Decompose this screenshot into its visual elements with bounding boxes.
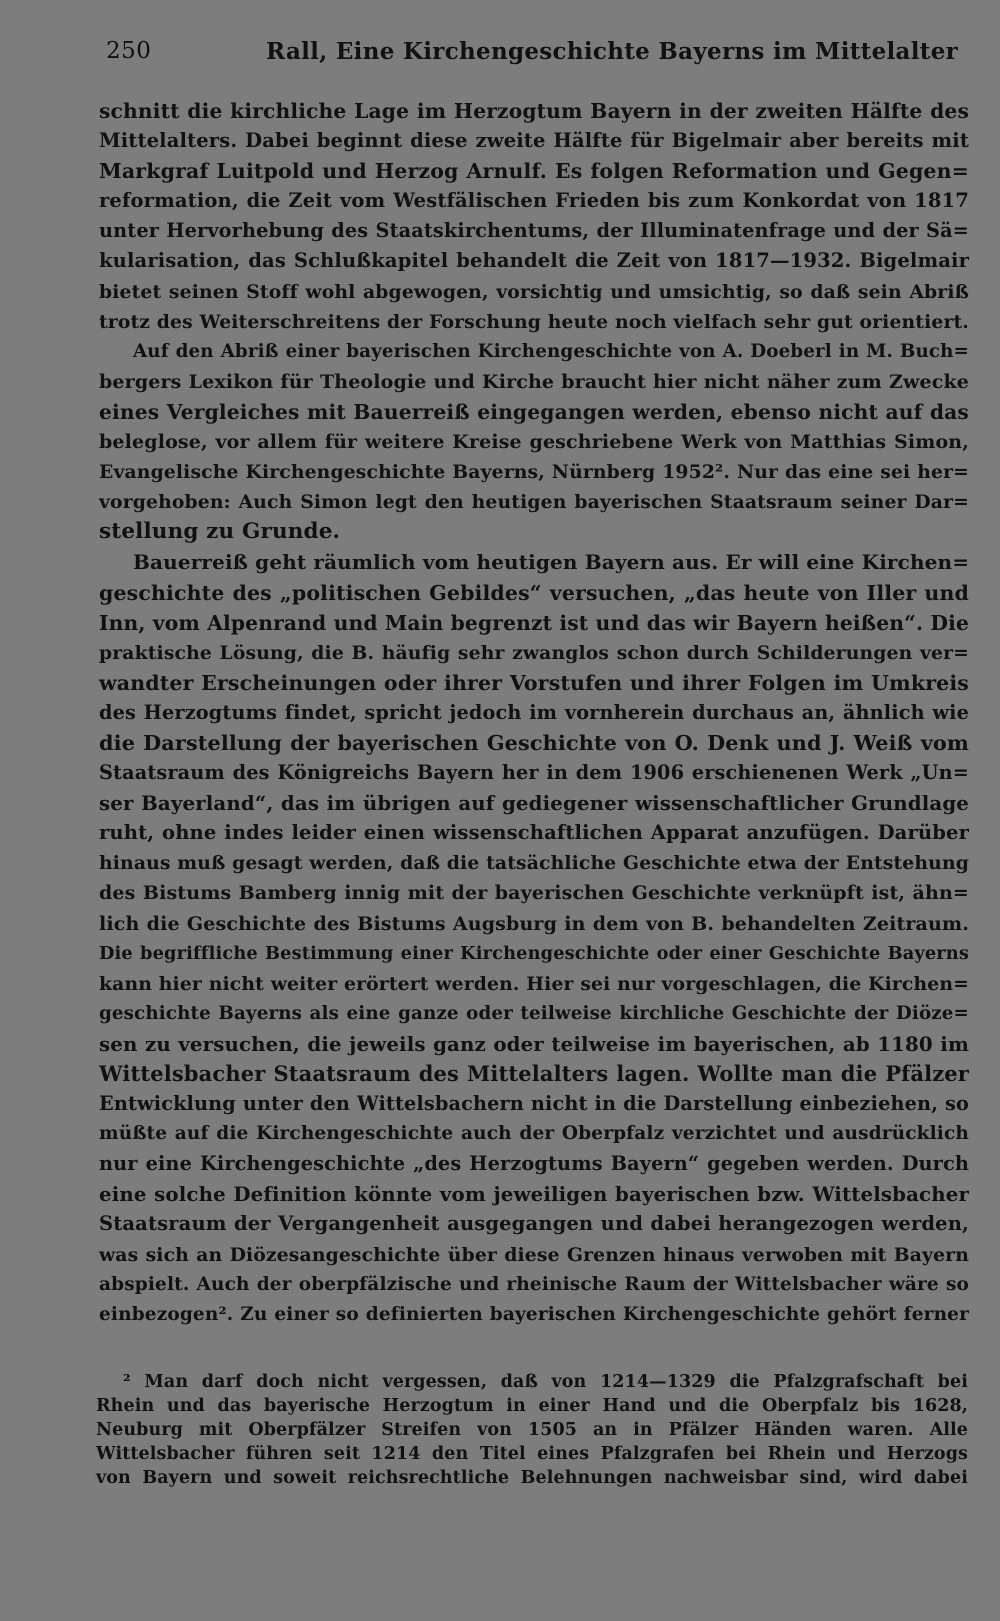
text-line: abspielt. Auch der oberpfälzische und rheinische Raum der Wittelsbacher wäre so [99,1273,969,1295]
paragraph-start-line: Bauerreiß geht räumlich vom heutigen Bayern aus. Er will eine Kirchen= [133,550,970,575]
text-line: Die begriffliche Bestimmung einer Kirchengeschichte oder einer Geschichte Bayerns [99,942,969,964]
text-line: lich die Geschichte des Bistums Augsburg in dem von B. behandelten Zeitraum. [99,912,969,935]
text-line: praktische Lösung, die B. häufig sehr zwanglos schon durch Schilderungen ver= [99,641,969,664]
text-line: eines Vergleiches mit Bauerreiß eingegangen werden, ebenso nicht auf das [99,399,969,424]
text-line: sen zu versuchen, die jeweils ganz oder teilweise im bayerischen, ab 1180 im [99,1031,969,1056]
text-line: Staatsraum der Vergangenheit ausgegangen und dabei herangezogen werden, [99,1212,969,1236]
text-line: trotz des Weiterschreitens der Forschung heute noch vielfach sehr gut orientiert. [99,310,969,333]
text-line: stellung zu Grunde. [99,519,341,545]
footnote-line: ² Man darf doch nicht vergessen, daß von 1214—1329 die Pfalzgrafschaft bei [123,1372,968,1392]
footnote-block [96,1370,968,1490]
text-line: die Darstellung der bayerischen Geschichte von O. Denk und J. Weiß vom [99,730,969,755]
footnote-line: Rhein und das bayerische Herzogtum in einer Hand und die Oberpfalz bis 1628, [96,1396,968,1417]
text-line: beleglose, vor allem für weitere Kreise geschriebene Werk von Matthias Simon, [99,431,969,454]
main-text-block [99,96,969,1330]
text-line: des Bistums Bamberg innig mit der bayerischen Geschichte verknüpft ist, ähn= [99,882,969,905]
text-line: des Herzogtums findet, spricht jedoch im vornherein durchaus an, ähnlich wie [99,700,969,724]
text-line: Markgraf Luitpold und Herzog Arnulf. Es folgen Reformation und Gegen= [99,159,969,184]
text-line: geschichte Bayerns als eine ganze oder teilweise kirchliche Geschichte der Diöze= [99,1002,969,1024]
text-line: Entwicklung unter den Wittelsbachern nicht in die Darstellung einbeziehen, so [99,1092,969,1116]
text-line: Evangelische Kirchengeschichte Bayerns, Nürnberg 1952². Nur das eine sei her= [99,461,969,484]
text-line: Wittelsbacher Staatsraum des Mittelalters lagen. Wollte man die Pfälzer [99,1061,969,1086]
text-line: was sich an Diözesangeschichte über diese Grenzen hinaus verwoben mit Bayern [99,1243,969,1266]
footnote-line: Neuburg mit Oberpfälzer Streifen von 1505 an in Pfälzer Händen waren. Alle [96,1420,968,1441]
text-line: Inn, vom Alpenrand und Main begrenzt ist und das wir Bayern heißen“. Die [99,610,969,635]
text-line: müßte auf die Kirchengeschichte auch der Oberpfalz verzichtet und ausdrücklich [99,1123,969,1145]
text-line: Staatsraum des Königreichs Bayern her in dem 1906 erschienenen Werk „Un= [99,761,969,785]
footnote-line: Wittelsbacher führen seit 1214 den Titel eines Pfalzgrafen bei Rhein und Herzogs [96,1444,968,1465]
running-title: Rall, Eine Kirchengeschichte Bayerns im Mittelalter [266,38,959,65]
text-line: einbezogen². Zu einer so definierten bayerischen Kirchengeschichte gehört ferner [99,1303,969,1325]
text-line: Mittelalters. Dabei beginnt diese zweite Hälfte für Bigelmair aber bereits mit [99,129,969,153]
text-line: wandter Erscheinungen oder ihrer Vorstufen und ihrer Folgen im Umkreis [99,670,969,695]
text-line: ruht, ohne indes leider einen wissenschaftlichen Apparat anzufügen. Darüber [99,821,969,845]
text-line: hinaus muß gesagt werden, daß die tatsächliche Geschichte etwa der Entstehung [99,852,969,875]
footnote-line: von Bayern und soweit reichsrechtliche Belehnungen nachweisbar sind, wird dabei [96,1468,968,1489]
text-line: unter Hervorhebung des Staatskirchentums, der Illuminatenfrage und der Sä= [99,219,969,243]
text-line: schnitt die kirchliche Lage im Herzogtum Bayern in der zweiten Hälfte des [99,99,969,123]
text-line: nur eine Kirchengeschichte „des Herzogtums Bayern“ gegeben werden. Durch [99,1152,969,1176]
text-line: kann hier nicht weiter erörtert werden. Hier sei nur vorgeschlagen, die Kirchen= [99,972,969,995]
text-line: bergers Lexikon für Theologie und Kirche braucht hier nicht näher zum Zwecke [99,370,969,393]
text-line: kularisation, das Schlußkapitel behandelt die Zeit von 1817—1932. Bigelmair [99,249,969,273]
text-line: reformation, die Zeit vom Westfälischen Frieden bis zum Konkordat von 1817 [99,189,969,213]
page-header [106,38,966,72]
text-line: vorgehoben: Auch Simon legt den heutigen bayerischen Staatsraum seiner Dar= [99,491,969,514]
text-line: ser Bayerland“, das im übrigen auf gediegener wissenschaftlicher Grundlage [99,791,969,816]
text-line: geschichte des „politischen Gebildes“ versuchen, „das heute von Iller und [99,580,969,605]
text-line: bietet seinen Stoff wohl abgewogen, vorsichtig und umsichtig, so daß sein Abriß [99,280,969,303]
text-line: eine solche Definition könnte vom jeweiligen bayerischen bzw. Wittelsbacher [99,1182,969,1207]
page-number: 250 [106,38,152,64]
paragraph-start-line: Auf den Abriß einer bayerischen Kirchengeschichte von A. Doeberl in M. Buch= [133,340,969,362]
